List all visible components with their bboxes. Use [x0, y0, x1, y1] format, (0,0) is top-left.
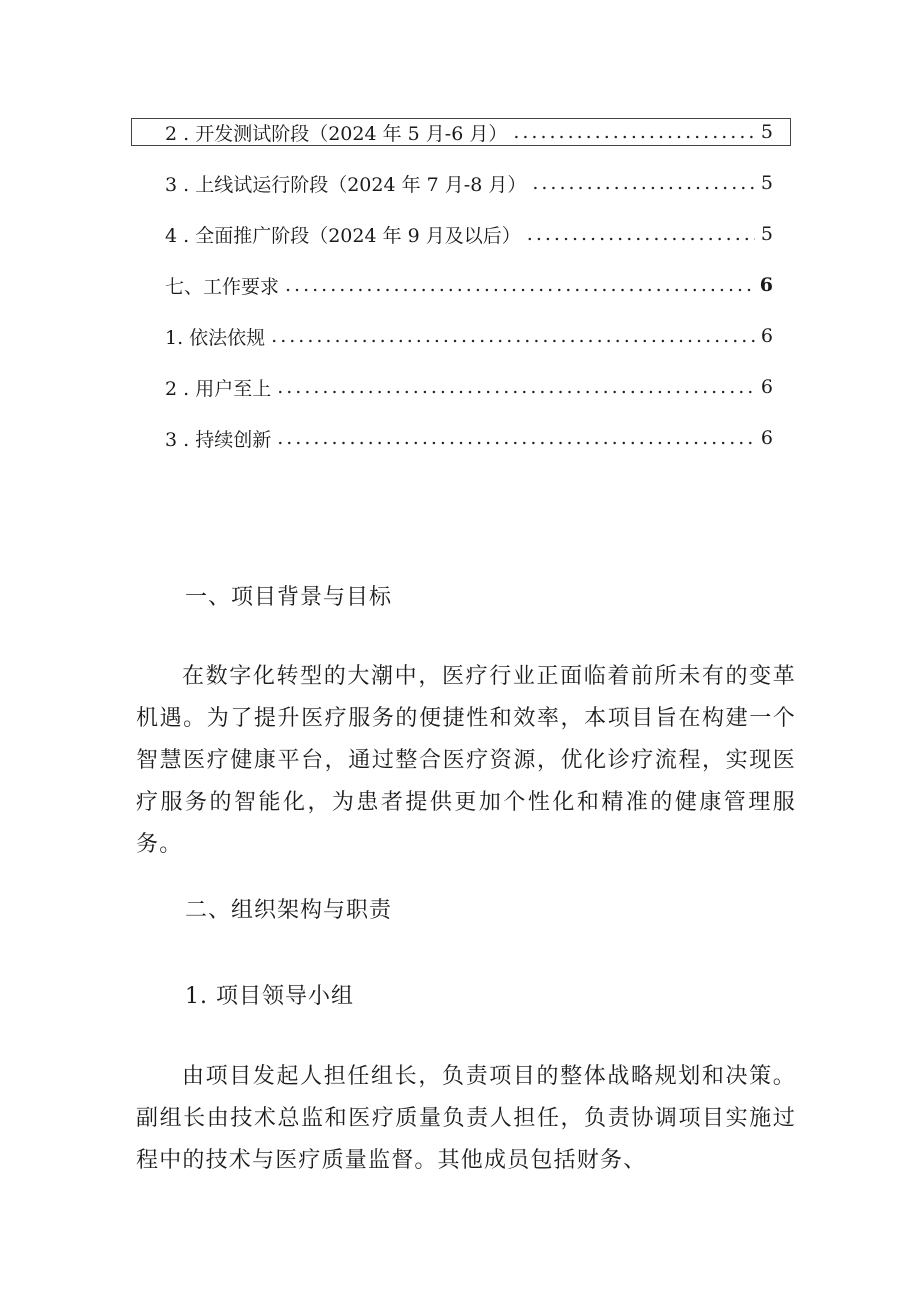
toc-leader-dots [513, 121, 755, 143]
toc-label: 七、工作要求 [165, 275, 280, 298]
toc-page-number: 6 [760, 325, 773, 347]
toc-page-number: 5 [760, 223, 773, 245]
toc-item-development-testing[interactable] [131, 118, 791, 146]
toc-item-full-rollout[interactable] [165, 219, 773, 249]
toc-leader-dots [277, 427, 755, 449]
toc-label: 3 . 上线试运行阶段（2024 年 7 月-8 月） [165, 173, 527, 196]
section-heading-background: 一、项目背景与目标 [185, 585, 393, 610]
section-heading-organization: 二、组织架构与职责 [185, 898, 393, 923]
toc-label: 2 . 用户至上 [165, 377, 272, 400]
toc-page-number: 5 [760, 121, 773, 143]
section-paragraph-background: 在数字化转型的大潮中，医疗行业正面临着前所未有的变革机遇。为了提升医疗服务的便捷性和效率，本项目旨在构建一个智慧医疗健康平台，通过整合医疗资源，优化诊疗流程，实现医疗服务的智能化，为患者提供更加个性化和精准的健康管理服务。 [136, 664, 796, 857]
toc-page-number: 6 [760, 427, 773, 449]
toc-label: 3 . 持续创新 [165, 428, 272, 451]
toc-leader-dots [532, 172, 755, 194]
toc-leader-dots [285, 274, 754, 296]
toc-item-compliance[interactable] [165, 321, 773, 351]
toc-item-user-first[interactable] [165, 372, 773, 402]
toc-item-continuous-innovation[interactable] [165, 423, 773, 453]
toc-item-trial-run[interactable] [165, 168, 773, 198]
section-paragraph-leadership-group: 由项目发起人担任组长，负责项目的整体战略规划和决策。副组长由技术总监和医疗质量负责人担任，负责协调项目实施过程中的技术与医疗质量监督。其他成员包括财务、 [136, 1064, 796, 1173]
subsection-heading-leadership-group: 1. 项目领导小组 [185, 984, 354, 1009]
toc-page-number: 5 [760, 172, 773, 194]
toc-item-work-requirements[interactable] [165, 270, 773, 300]
toc-leader-dots [271, 325, 755, 347]
toc-leader-dots [277, 376, 755, 398]
toc-page-number: 6 [759, 274, 773, 296]
toc-label: 1. 依法依规 [165, 326, 266, 349]
toc-label: 2 . 开发测试阶段（2024 年 5 月-6 月） [165, 122, 508, 145]
toc-label: 4 . 全面推广阶段（2024 年 9 月及以后） [165, 224, 521, 247]
toc-leader-dots [527, 223, 755, 245]
toc-page-number: 6 [760, 376, 773, 398]
